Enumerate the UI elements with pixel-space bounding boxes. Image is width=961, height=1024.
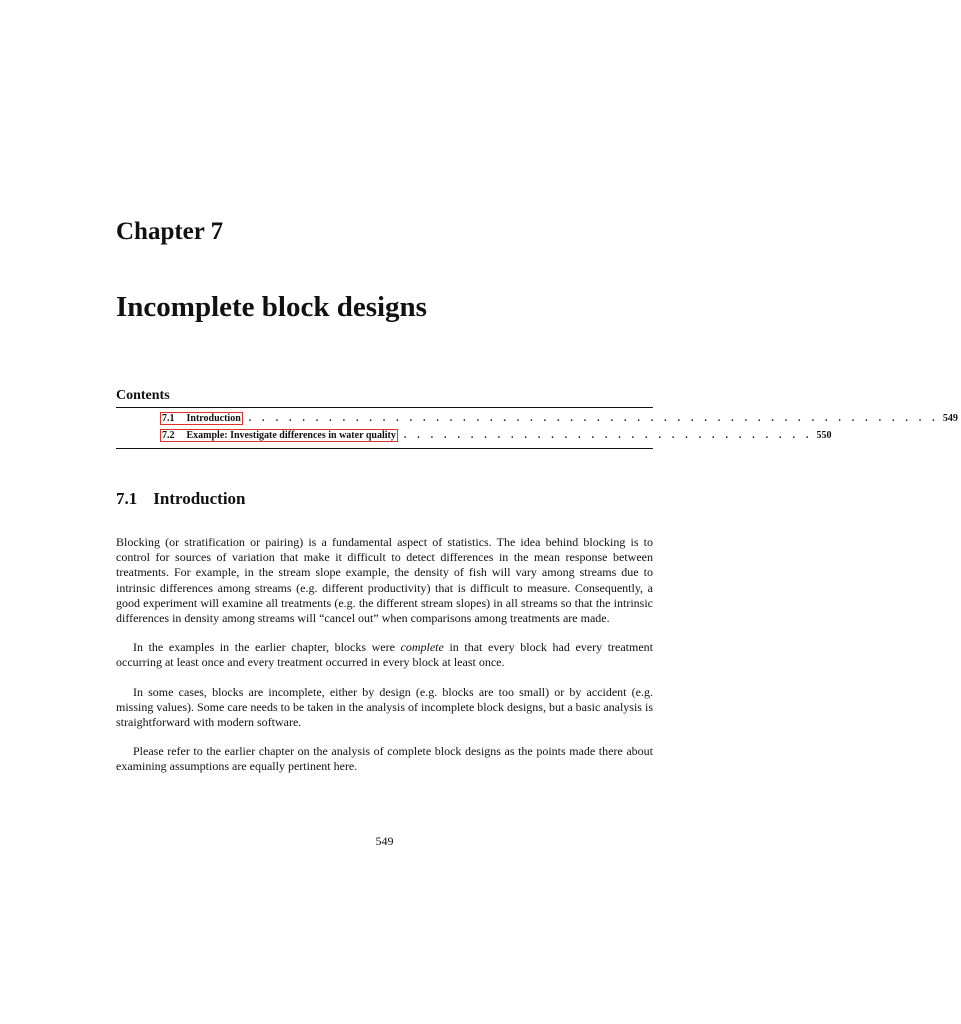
paragraph: In some cases, blocks are incomplete, either by design (e.g. blocks are too small) or by accident (e.g. missing values). Some care needs to be taken in the analysis of incomplete block designs, but a basic analysis is straightforward with modern software. [116,684,653,730]
toc-leader-dots: . . . . . . . . . . . . . . . . . . . . . . . . . . . . . . . . . . . . . . . . . . . . . . . . . . . . [248,413,939,424]
toc-entry-number: 7.2 [162,430,175,441]
section-heading [116,488,246,510]
toc-leader-dots: . . . . . . . . . . . . . . . . . . . . . . . . . . . . . . . [403,430,813,441]
paragraph: In the examples in the earlier chapter, blocks were complete in that every block had every treatment occurring at least once and every treatment occurred in every block at least once. [116,640,654,670]
chapter-label: Chapter 7 [116,218,224,245]
chapter-title: Incomplete block designs [116,291,427,323]
paragraph: Please refer to the earlier chapter on the analysis of complete block designs as the points made there about examining assumptions are equally pertinent here. [116,744,653,774]
contents-bottom-rule [116,448,653,449]
contents-heading: Contents [116,388,170,403]
table-of-contents [116,387,958,449]
toc-link-example[interactable] [160,429,398,442]
section-number: 7.1 [116,489,138,508]
section-title: Introduction [153,489,246,508]
document-page [116,0,958,1024]
page-number: 549 [375,834,394,848]
toc-entry-title: Introduction [186,413,241,424]
toc-entry [160,410,958,427]
paragraph: Blocking (or stratification or pairing) is a fundamental aspect of statistics. The idea behind blocking is to control for sources of variation that make it difficult to detect differences in the mean response between treatments. For example, in the stream slope example, the density of fish will vary among streams due to intrinsic differences among streams (e.g. different productivity) that is difficult to measure. Consequently, a good experiment will examine all treatments (e.g. the different stream slopes) in all streams so that the intrinsic differences in density among streams will “cancel out” when comparisons among treatments are made. [116,535,653,626]
toc-entry-number: 7.1 [162,413,175,424]
emphasis-complete: complete [400,640,444,655]
toc-entry [160,427,832,444]
toc-entry-page: 550 [816,430,832,441]
toc-link-introduction[interactable] [160,412,243,425]
toc-entry-title: Example: Investigate differences in water quality [186,430,396,441]
section-body [116,535,653,789]
toc-list [116,408,958,448]
toc-entry-page: 549 [942,413,958,424]
